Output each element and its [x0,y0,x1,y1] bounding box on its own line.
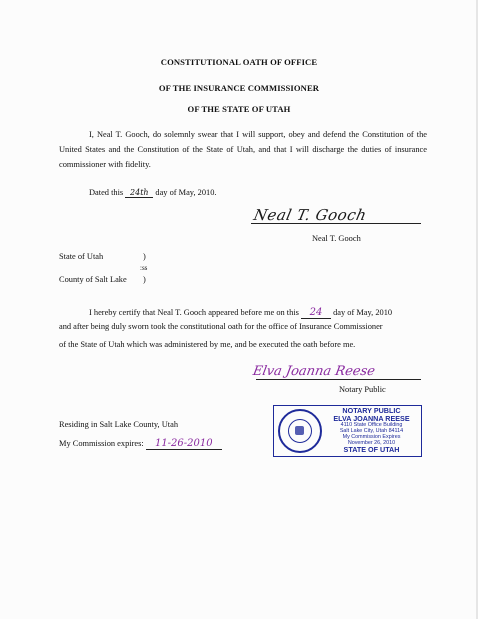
title-line-2: OF THE INSURANCE COMMISSIONER [158,83,320,93]
title-line-3: OF THE STATE OF UTAH [187,104,291,114]
signer-name: Neal T. Gooch [312,234,361,243]
certification-day: 24 [301,307,331,319]
signer-signature: Neal T. Gooch [252,206,369,224]
stamp-line-1: NOTARY PUBLIC [342,406,401,415]
venue-state: State of Utah [59,252,104,261]
certification-line-2: and after being duly sworn took the constitutional oath for the office of Insurance Commissioner [59,322,383,331]
signer-signature-line [251,223,421,224]
venue-paren-1: ) [143,252,146,261]
stamp-line-7: STATE OF UTAH [343,445,400,455]
stamp-line-4: Salt Lake City, Utah 84114 [339,428,404,435]
notary-signature-line [256,379,421,380]
dated-day: 24th [125,188,153,198]
stamp-line-5: My Commission Expires [342,434,401,441]
notary-stamp [273,405,422,457]
seal-emblem [295,426,304,435]
certification-prefix: I hereby certify that Neal T. Gooch appeared before me on this [89,308,299,317]
notary-signature: Elva Joanna Reese [251,364,377,379]
stamp-line-3: 4110 State Office Building [340,422,403,429]
notary-title: Notary Public [339,385,386,394]
certification-line-3: of the State of Utah which was administered by me, and be executed the oath before me. [59,340,356,349]
seal-inner-ring [288,419,312,443]
certification-suffix: day of May, 2010 [333,308,393,317]
commission-label: My Commission expires: [59,439,144,448]
dated-line [89,188,217,198]
title-line-1: CONSTITUTIONAL OATH OF OFFICE [160,57,318,67]
dated-suffix: day of May, 2010. [155,188,217,197]
stamp-text [324,407,419,454]
oath-paragraph: I, Neal T. Gooch, do solemnly swear that I will support, obey and defend the Constitution of the United States and the Constitution of the State of Utah, and that I will discharge the duties of insurance commissioner with fidelity. [59,130,427,169]
venue-county: County of Salt Lake [59,275,127,284]
stamp-line-6: November 26, 2010 [347,440,396,447]
dated-prefix: Dated this [89,188,124,197]
venue-paren-2: ) [143,275,146,284]
stamp-line-2: ELVA JOANNA REESE [333,413,410,423]
venue-ss: :ss [140,264,148,272]
commission-date: 11-26-2010 [146,438,222,450]
notary-residing: Residing in Salt Lake County, Utah [59,420,179,429]
certification-line-1 [89,307,392,319]
commission-line [59,438,222,450]
notary-seal-icon [278,409,322,453]
